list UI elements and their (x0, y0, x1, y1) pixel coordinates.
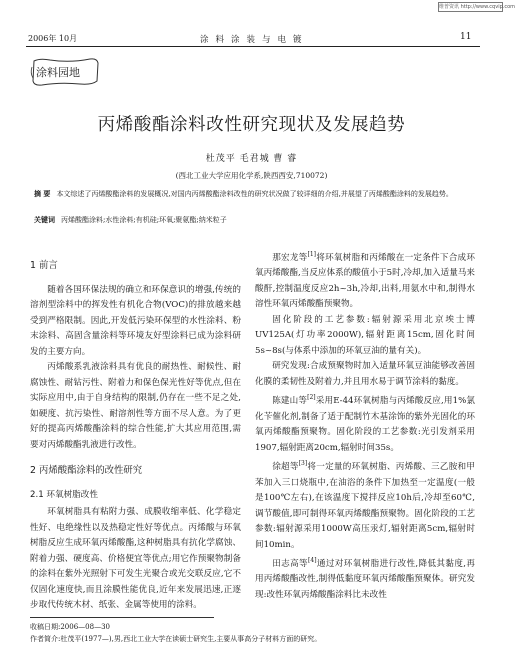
header-date: 2006年 10月 (28, 34, 78, 43)
keywords (34, 215, 474, 225)
badge-label: 涂料园地 (36, 66, 80, 79)
subsection-heading: 2.1 环氧树脂改性 (30, 489, 98, 500)
footnote-author-info: 作者简介:杜茂平(1977—),男,西北工业大学在读硕士研究生,主要从事高分子材料方面的研究。 (30, 635, 322, 643)
paragraph: 陈建山等[2]采用E-44环氧树脂与丙烯酸反应,用1%氯化苄催化剂,制备了适于配制竹木基涂饰的紫外光固化的环氧丙烯酸酯预聚物。固化阶段的工艺参数:光引发剂采用1907,辐射距离20cm,辐射时间35s。 (255, 394, 475, 453)
article-title: 丙烯酸酯涂料改性研究现状及发展趋势 (97, 115, 406, 135)
paragraph: 固化阶段的工艺参数:辐射源采用北京埃士博UV125A(灯功率2000W),辐射距离15cm,固化时间5s~8s(与体系中添加的环氧豆油的量有关)。 (255, 314, 475, 356)
paragraph: 环氧树脂具有粘附力强、成膜收缩率低、化学稳定性好、电绝缘性以及热稳定性好等优点。丙烯酸与环氧树脂反应生成环氧丙烯酸酯,这种树脂具有抗化学腐蚀、附着力强、硬度高、价格便宜等优点;用它作预聚物制备的涂料在紫外光照射下可发生光聚合或光交联反应,它不仅固化速度快,而且涂膜性能优良,近年来发展迅速,正逐步取代传统木材、纸张、金属等使用的涂料。 (30, 507, 241, 610)
abstract-label: 摘 要 (34, 189, 51, 198)
paragraph: 随着各国环保法规的确立和环保意识的增强,传统的溶剂型涂料中的挥发性有机化合物(VOC)的排放越来越受到严格限制。因此,开发低污染环保型的水性涂料、粉末涂料、高固含量涂料等环境友好型涂料已成为涂料研发的主要方向。 (30, 284, 241, 357)
keywords-label: 关键词 (34, 215, 55, 224)
footnote-received: 收稿日期:2006—08—30 (30, 623, 110, 631)
right-column (255, 247, 475, 603)
paragraph: 徐超等[3]将一定量的环氧树脂、丙烯酸、三乙胺和甲苯加入三口烧瓶中,在油浴的条件下加热至一定温度(一般是100℃左右),在该温度下搅拌反应10h后,冷却至60℃,调节酸值,即可制得环氧丙烯酸酯预聚物。固化阶段的工艺参数:辐射源采用1000W高压汞灯,辐射距离5cm,辐射时间10min。 (255, 460, 475, 550)
affiliation: (西北工业大学应用化学系,陕西西安,710072) (175, 171, 328, 180)
abstract-text: 本文综述了丙烯酸酯涂料的发展概况,对国内丙烯酸酯涂料改性的研究状况做了较详细的介绍,并展望了丙烯酸酯涂料的发展趋势。 (56, 190, 453, 198)
header-journal: 涂料涂装与电镀 (200, 35, 309, 45)
abstract (34, 188, 474, 200)
paragraph: 研究发现:合成预聚物时加入适量环氧豆油能够改善固化膜的柔韧性及附着力,并且用水易于调节涂料的黏度。 (255, 361, 475, 387)
section-heading: 2 丙烯酸酯涂料的改性研究 (30, 465, 143, 476)
keywords-text: 丙烯酸酯涂料;水性涂料;有机硅;环氧;聚氨酯;纳米粒子 (61, 216, 227, 224)
header-page-number: 11 (460, 32, 472, 42)
watermark: 维普资讯 http://www.cqvip.com (439, 4, 515, 10)
section-heading: 1 前言 (30, 260, 58, 271)
left-column (30, 258, 241, 614)
paragraph: 丙烯酸系乳液涂料具有优良的耐热性、耐候性、耐腐蚀性、耐钻污性、附着力和保色保光性好等优点,但在实际应用中,由于自身结构的限制,仍存在一些不足之处,如硬度、抗污染性、耐溶剂性等方面不尽人意。为了更好的提高丙烯酸酯涂料的综合性能,扩大其应用范围,需要对丙烯酸酯乳液进行改性。 (30, 362, 241, 450)
header-rule (26, 46, 480, 47)
section-badge (30, 57, 100, 87)
footnote-rule (30, 617, 214, 618)
paragraph: 田志高等[4]通过对环氧树脂进行改性,降低其黏度,再用丙烯酸酯改性,制得低黏度环氧丙烯酸酯预聚体。研究发现:改性环氧丙烯酸酯涂料比未改性 (255, 557, 475, 600)
authors: 杜茂平 毛君城 曹 睿 (205, 154, 298, 164)
paragraph: 那宏龙等[1]将环氧树脂和丙烯酸在一定条件下合成环氧丙烯酸酯,当反应体系的酸值小于5时,冷却,加入适量马来酸酐,控制温度反应2h~3h,冷却,出料,用氨水中和,制得水溶性环氧丙烯酸酯预聚物。 (255, 251, 475, 310)
